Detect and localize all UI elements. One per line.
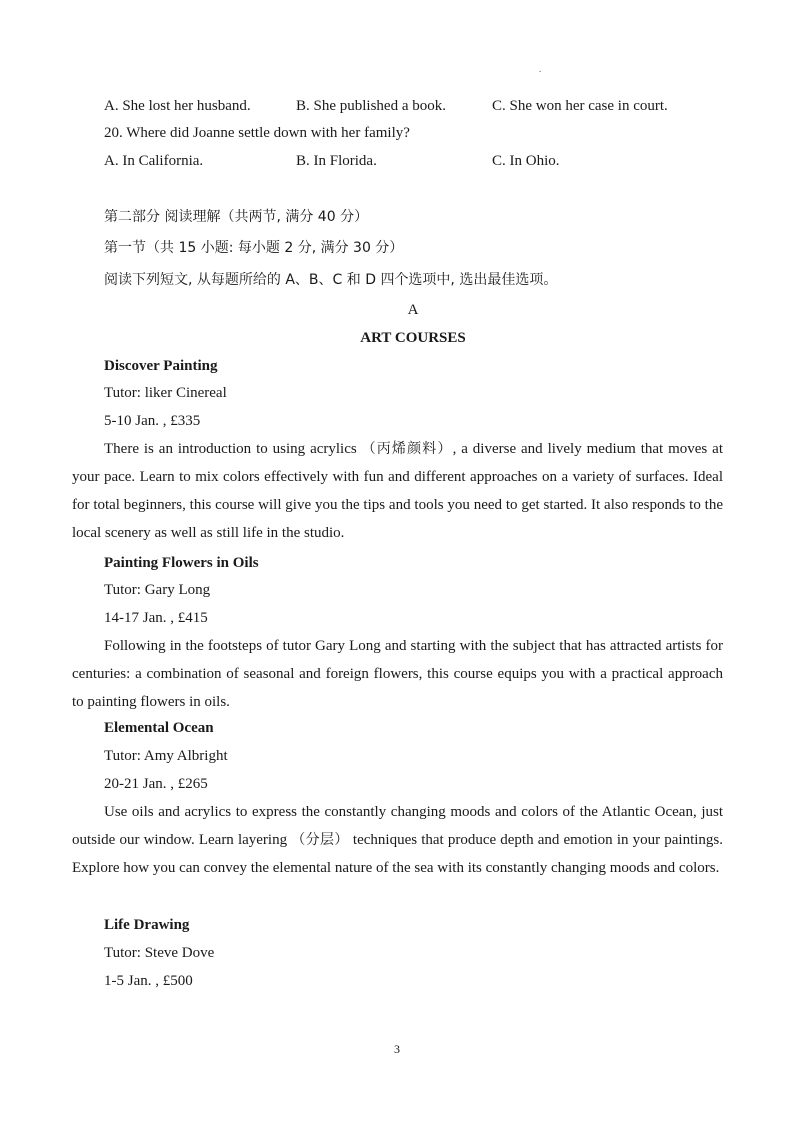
course-description-note: （分层）	[291, 832, 349, 848]
page-number: 3	[394, 1042, 400, 1056]
passage-title: ART COURSES	[360, 330, 466, 346]
course-name: Discover Painting	[104, 358, 218, 374]
course-tutor: Tutor: Gary Long	[104, 582, 211, 598]
course-description	[72, 798, 723, 882]
passage-letter: A	[407, 302, 419, 318]
header-mark: .	[539, 64, 542, 74]
course-date-price: 14-17 Jan. , £415	[104, 610, 208, 626]
course-tutor: Tutor: Steve Dove	[104, 945, 215, 961]
course-description-text: Use oils and acrylics to express the constantly changing moods and colors of the Atlantic Ocean, just outside our window. Learn layering	[72, 804, 723, 848]
section-sub-title: 第一节（共 15 小题: 每小题 2 分, 满分 30 分）	[104, 240, 404, 256]
q20-question: 20. Where did Joanne settle down with her family?	[104, 125, 410, 141]
course-date-price: 20-21 Jan. , £265	[104, 776, 208, 792]
course-description-text: techniques that produce depth and emotion in your paintings. Explore how you can convey the elemental nature of the sea with its constantly changing moods and colors.	[72, 832, 723, 876]
course-tutor: Tutor: Amy Albright	[104, 748, 228, 764]
course-description	[72, 435, 723, 547]
course-description-text: There is an introduction to using acrylics	[104, 441, 362, 457]
course-name: Life Drawing	[104, 917, 190, 933]
course-tutor: Tutor: liker Cinereal	[104, 385, 227, 401]
q20-option-c: C. In Ohio.	[492, 153, 560, 169]
course-description-text: , a diverse and lively medium that moves at your pace. Learn to mix colors effectively with fun and different approaches on a variety of surfaces. Ideal for total beginners, this course will give you the tips and tools you need to get started. It also responds to the local scenery as well as still life in the studio.	[72, 441, 723, 541]
q19-option-c: C. She won her case in court.	[492, 98, 668, 114]
q20-option-b: B. In Florida.	[296, 153, 377, 169]
q19-option-b: B. She published a book.	[296, 98, 446, 114]
course-description: Following in the footsteps of tutor Gary Long and starting with the subject that has attracted artists for centuries: a combination of seasonal and foreign flowers, this course equips you with a practical approach to painting flowers in oils.	[72, 638, 723, 710]
section-instruction: 阅读下列短文, 从每题所给的 A、B、C 和 D 四个选项中, 选出最佳选项。	[104, 272, 558, 288]
section-part-title: 第二部分 阅读理解（共两节, 满分 40 分）	[104, 209, 369, 225]
q20-option-a: A. In California.	[104, 153, 204, 169]
course-description-note: （丙烯颜料）	[361, 441, 453, 457]
course-date-price: 1-5 Jan. , £500	[104, 973, 193, 989]
course-date-price: 5-10 Jan. , £335	[104, 413, 201, 429]
course-name: Elemental Ocean	[104, 720, 214, 736]
q19-option-a: A. She lost her husband.	[104, 98, 251, 114]
course-name: Painting Flowers in Oils	[104, 555, 259, 571]
